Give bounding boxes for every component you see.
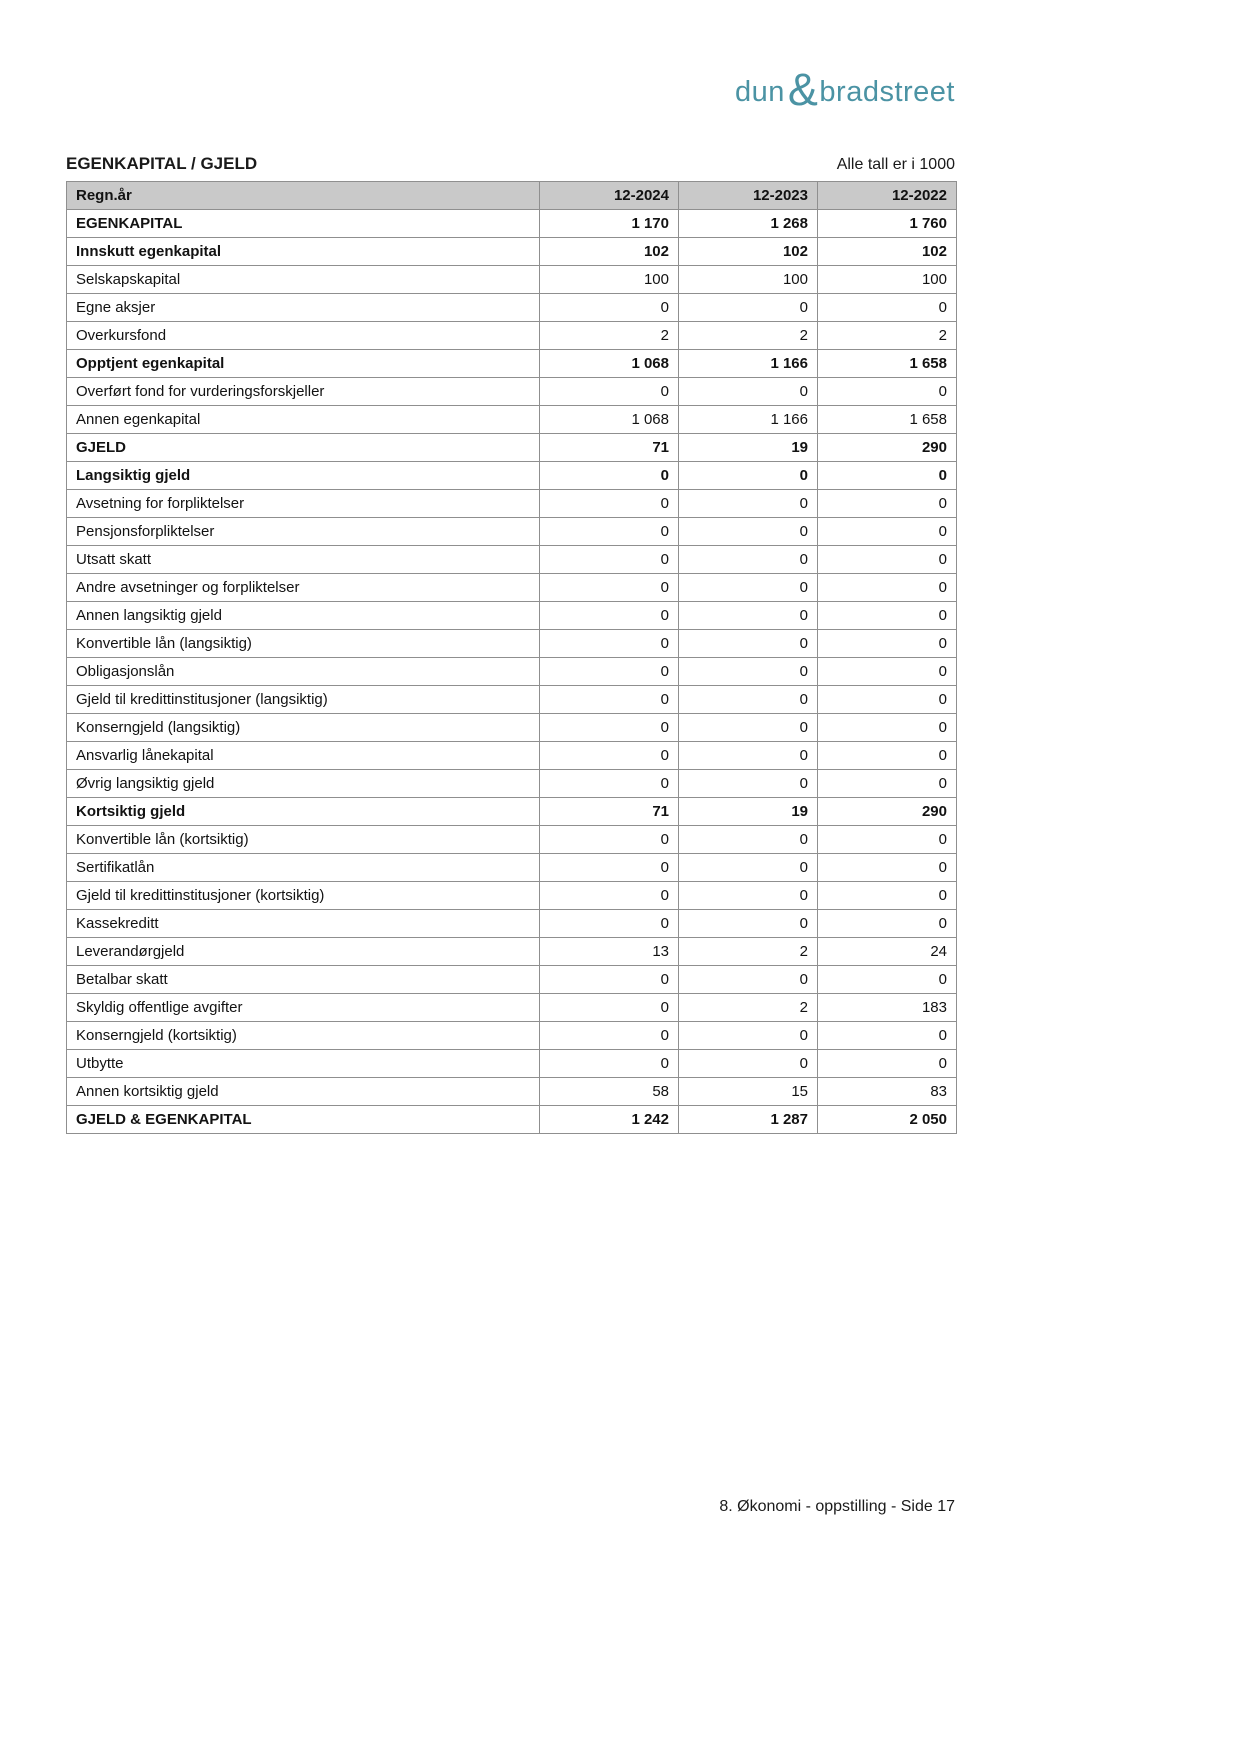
row-label: Utsatt skatt (67, 546, 540, 574)
row-value: 1 760 (818, 210, 957, 238)
table-row (67, 938, 957, 966)
row-value: 0 (679, 854, 818, 882)
row-value: 0 (540, 574, 679, 602)
row-label: Leverandørgjeld (67, 938, 540, 966)
column-header-year: 12-2023 (679, 182, 818, 210)
units-note: Alle tall er i 1000 (836, 156, 955, 173)
table-row (67, 294, 957, 322)
row-value: 100 (540, 266, 679, 294)
row-value: 0 (540, 882, 679, 910)
row-value: 0 (540, 966, 679, 994)
row-value: 1 287 (679, 1106, 818, 1134)
row-value: 1 170 (540, 210, 679, 238)
table-row (67, 602, 957, 630)
row-value: 0 (818, 518, 957, 546)
table-row (67, 378, 957, 406)
table-row (67, 882, 957, 910)
row-label: Konserngjeld (kortsiktig) (67, 1022, 540, 1050)
row-label: Overført fond for vurderingsforskjeller (67, 378, 540, 406)
table-row (67, 714, 957, 742)
row-value: 0 (540, 686, 679, 714)
row-label: Egne aksjer (67, 294, 540, 322)
row-value: 58 (540, 1078, 679, 1106)
row-value: 0 (818, 574, 957, 602)
row-value: 1 166 (679, 406, 818, 434)
row-value: 13 (540, 938, 679, 966)
row-label: Betalbar skatt (67, 966, 540, 994)
row-value: 0 (540, 378, 679, 406)
dun-bradstreet-logo (735, 64, 955, 115)
row-value: 102 (679, 238, 818, 266)
row-label: Utbytte (67, 1050, 540, 1078)
table-body (67, 210, 957, 1134)
table-row (67, 462, 957, 490)
row-label: Gjeld til kredittinstitusjoner (langsiktig) (67, 686, 540, 714)
row-label: EGENKAPITAL (67, 210, 540, 238)
row-value: 0 (679, 658, 818, 686)
table-row (67, 434, 957, 462)
row-label: Andre avsetninger og forpliktelser (67, 574, 540, 602)
row-value: 0 (540, 490, 679, 518)
row-value: 0 (818, 854, 957, 882)
title-row (66, 154, 955, 174)
table-row (67, 210, 957, 238)
row-value: 0 (540, 518, 679, 546)
row-value: 0 (679, 462, 818, 490)
table-row (67, 686, 957, 714)
row-label: Annen kortsiktig gjeld (67, 1078, 540, 1106)
row-value: 0 (679, 602, 818, 630)
row-value: 2 050 (818, 1106, 957, 1134)
row-label: Annen egenkapital (67, 406, 540, 434)
table-row (67, 574, 957, 602)
row-label: Overkursfond (67, 322, 540, 350)
row-value: 0 (540, 994, 679, 1022)
row-value: 0 (818, 770, 957, 798)
table-header-row (67, 182, 957, 210)
table-row (67, 630, 957, 658)
table-row (67, 1106, 957, 1134)
row-value: 1 242 (540, 1106, 679, 1134)
logo-row (66, 0, 955, 115)
row-value: 0 (540, 1050, 679, 1078)
row-value: 100 (818, 266, 957, 294)
row-value: 0 (679, 518, 818, 546)
table-row (67, 798, 957, 826)
table-row (67, 1078, 957, 1106)
row-value: 19 (679, 434, 818, 462)
row-value: 0 (679, 490, 818, 518)
table-row (67, 770, 957, 798)
table-row (67, 322, 957, 350)
row-label: Konvertible lån (kortsiktig) (67, 826, 540, 854)
row-value: 0 (818, 1022, 957, 1050)
row-value: 0 (818, 882, 957, 910)
section-title: EGENKAPITAL / GJELD (66, 154, 258, 173)
row-value: 0 (540, 1022, 679, 1050)
row-value: 0 (679, 630, 818, 658)
row-value: 0 (540, 546, 679, 574)
table-row (67, 658, 957, 686)
row-value: 0 (818, 1050, 957, 1078)
row-value: 0 (818, 910, 957, 938)
table-row (67, 406, 957, 434)
row-value: 0 (679, 1050, 818, 1078)
row-value: 0 (540, 658, 679, 686)
row-value: 0 (679, 378, 818, 406)
row-value: 1 658 (818, 406, 957, 434)
ampersand-icon: & (787, 64, 819, 115)
row-value: 0 (540, 854, 679, 882)
row-value: 0 (540, 630, 679, 658)
row-value: 0 (679, 714, 818, 742)
table-row (67, 518, 957, 546)
row-value: 2 (818, 322, 957, 350)
row-label: Ansvarlig lånekapital (67, 742, 540, 770)
row-value: 1 068 (540, 350, 679, 378)
row-value: 0 (679, 686, 818, 714)
row-value: 290 (818, 434, 957, 462)
row-value: 0 (540, 462, 679, 490)
table-row (67, 546, 957, 574)
table-row (67, 238, 957, 266)
row-value: 290 (818, 798, 957, 826)
row-value: 0 (679, 826, 818, 854)
row-value: 24 (818, 938, 957, 966)
row-value: 0 (540, 826, 679, 854)
row-value: 1 268 (679, 210, 818, 238)
row-label: Konvertible lån (langsiktig) (67, 630, 540, 658)
row-value: 0 (679, 742, 818, 770)
row-label: GJELD & EGENKAPITAL (67, 1106, 540, 1134)
row-label: Opptjent egenkapital (67, 350, 540, 378)
logo-text-bradstreet: bradstreet (819, 76, 955, 108)
row-value: 0 (818, 602, 957, 630)
row-label: Kassekreditt (67, 910, 540, 938)
row-value: 0 (818, 546, 957, 574)
row-label: Selskapskapital (67, 266, 540, 294)
row-value: 0 (679, 294, 818, 322)
row-label: GJELD (67, 434, 540, 462)
row-value: 83 (818, 1078, 957, 1106)
logo-text-dun: dun (735, 76, 785, 108)
table-row (67, 350, 957, 378)
row-value: 1 068 (540, 406, 679, 434)
row-label: Annen langsiktig gjeld (67, 602, 540, 630)
row-value: 0 (540, 742, 679, 770)
page-footer: 8. Økonomi - oppstilling - Side 17 (719, 1498, 955, 1515)
row-value: 0 (818, 742, 957, 770)
row-value: 71 (540, 798, 679, 826)
row-value: 0 (679, 546, 818, 574)
row-label: Obligasjonslån (67, 658, 540, 686)
row-value: 19 (679, 798, 818, 826)
table-row (67, 266, 957, 294)
row-value: 0 (679, 770, 818, 798)
row-value: 0 (818, 630, 957, 658)
column-header-year: 12-2022 (818, 182, 957, 210)
row-label: Øvrig langsiktig gjeld (67, 770, 540, 798)
row-label: Langsiktig gjeld (67, 462, 540, 490)
row-label: Kortsiktig gjeld (67, 798, 540, 826)
row-value: 0 (679, 1022, 818, 1050)
table-row (67, 742, 957, 770)
table-row (67, 994, 957, 1022)
row-value: 0 (679, 966, 818, 994)
row-value: 0 (818, 966, 957, 994)
table-row (67, 1050, 957, 1078)
row-label: Innskutt egenkapital (67, 238, 540, 266)
row-value: 2 (679, 994, 818, 1022)
row-label: Gjeld til kredittinstitusjoner (kortsiktig) (67, 882, 540, 910)
row-value: 0 (818, 714, 957, 742)
row-value: 100 (679, 266, 818, 294)
row-label: Sertifikatlån (67, 854, 540, 882)
row-value: 0 (818, 658, 957, 686)
row-value: 0 (818, 686, 957, 714)
row-value: 0 (818, 378, 957, 406)
row-value: 0 (540, 770, 679, 798)
row-value: 0 (540, 602, 679, 630)
row-value: 183 (818, 994, 957, 1022)
row-value: 0 (540, 714, 679, 742)
table-row (67, 910, 957, 938)
row-value: 71 (540, 434, 679, 462)
row-value: 0 (818, 826, 957, 854)
row-value: 0 (679, 574, 818, 602)
row-value: 1 658 (818, 350, 957, 378)
table-row (67, 826, 957, 854)
row-value: 15 (679, 1078, 818, 1106)
row-value: 2 (679, 322, 818, 350)
column-header-year: 12-2024 (540, 182, 679, 210)
row-value: 0 (679, 910, 818, 938)
row-value: 1 166 (679, 350, 818, 378)
table-row (67, 1022, 957, 1050)
table-row (67, 966, 957, 994)
row-value: 2 (540, 322, 679, 350)
table-row (67, 490, 957, 518)
equity-debt-table (66, 181, 957, 1134)
row-value: 0 (818, 490, 957, 518)
row-value: 0 (679, 882, 818, 910)
row-value: 0 (818, 294, 957, 322)
row-label: Avsetning for forpliktelser (67, 490, 540, 518)
row-value: 0 (540, 294, 679, 322)
row-label: Konserngjeld (langsiktig) (67, 714, 540, 742)
row-label: Pensjonsforpliktelser (67, 518, 540, 546)
row-value: 2 (679, 938, 818, 966)
row-value: 0 (818, 462, 957, 490)
table-row (67, 854, 957, 882)
row-value: 102 (540, 238, 679, 266)
column-header-label: Regn.år (67, 182, 540, 210)
row-label: Skyldig offentlige avgifter (67, 994, 540, 1022)
row-value: 102 (818, 238, 957, 266)
row-value: 0 (540, 910, 679, 938)
